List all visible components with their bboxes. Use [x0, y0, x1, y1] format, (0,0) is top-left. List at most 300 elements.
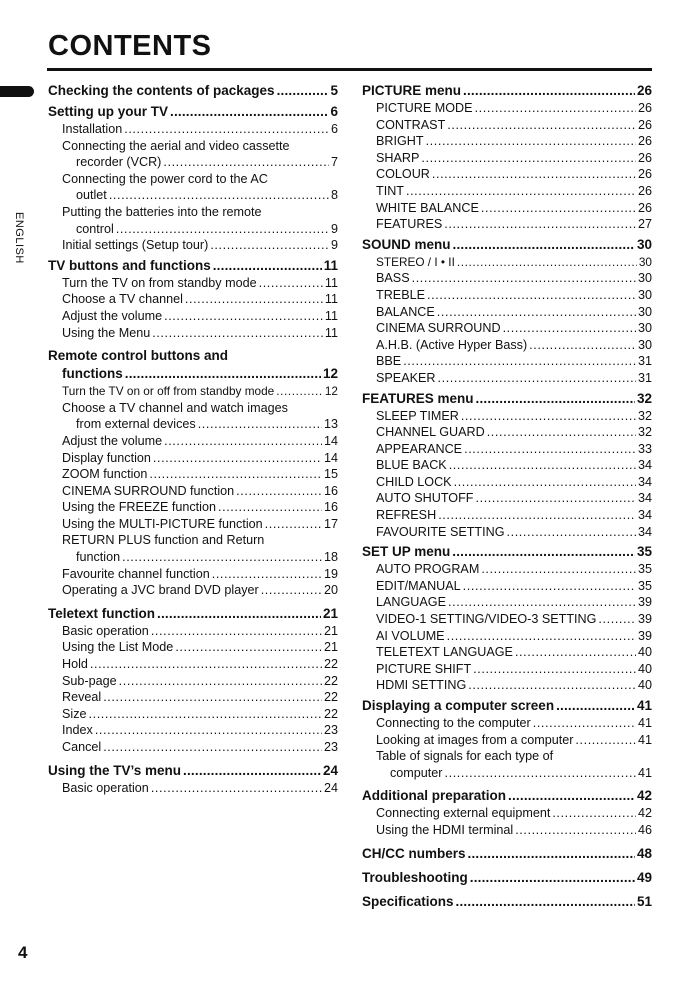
dot-leader — [103, 739, 322, 756]
dot-leader — [185, 291, 323, 308]
toc-subsection-entry — [362, 594, 652, 611]
toc-entry-title: TREBLE — [376, 287, 425, 302]
dot-leader — [575, 732, 636, 749]
dot-leader — [432, 166, 636, 183]
toc-entry-title: Sub-page — [62, 673, 117, 688]
toc-page-number: 5 — [330, 83, 338, 98]
toc-entry-title: Table of signals for each type of — [376, 749, 554, 764]
toc-page-number: 30 — [637, 287, 652, 302]
toc-subsection-entry — [48, 204, 338, 237]
toc-page-number: 41 — [637, 765, 652, 780]
toc-section-entry — [48, 257, 338, 275]
toc-subsection-entry — [48, 291, 338, 308]
toc-section-entry — [362, 845, 652, 863]
toc-entry-title: TINT — [376, 183, 404, 198]
dot-leader — [265, 516, 322, 533]
toc-entry-title: Additional preparation — [362, 788, 507, 804]
dot-leader — [476, 390, 635, 408]
dot-leader — [95, 722, 322, 739]
toc-subsection-entry — [362, 304, 652, 321]
toc-page-number: 34 — [637, 524, 652, 539]
toc-page-number: 34 — [637, 458, 652, 473]
dot-leader — [515, 822, 636, 839]
toc-column-right — [362, 82, 652, 911]
toc-subsection-entry — [362, 805, 652, 822]
toc-page-number: 49 — [636, 869, 652, 885]
toc-subsection-entry — [362, 117, 652, 134]
toc-page-number: 32 — [637, 425, 652, 440]
toc-entry-title: Hold — [62, 657, 88, 672]
toc-subsection-entry — [362, 100, 652, 117]
toc-entry-title: BALANCE — [376, 304, 435, 319]
toc-section-entry — [362, 236, 652, 254]
toc-entry-title: control — [76, 221, 114, 236]
toc-subsection-entry — [48, 722, 338, 739]
page-number: 4 — [18, 943, 28, 962]
toc-subsection-entry — [362, 524, 652, 541]
toc-entry-title: Setting up your TV — [48, 104, 168, 119]
toc-entry-title: FEATURES menu — [362, 390, 474, 406]
page-title: CONTENTS — [48, 30, 212, 62]
toc-entry-title: Reveal — [62, 690, 102, 705]
toc-section-entry — [48, 605, 338, 623]
dot-leader — [218, 499, 322, 516]
dot-leader — [457, 254, 637, 271]
toc-subsection-entry — [48, 325, 338, 342]
dot-leader — [90, 656, 322, 673]
toc-entry-title: TV buttons and functions — [48, 257, 211, 273]
toc-entry-title: CH/CC numbers — [362, 845, 466, 861]
toc-entry-title: BLUE BACK — [376, 458, 447, 473]
toc-subsection-entry — [362, 408, 652, 425]
dot-leader — [198, 416, 322, 433]
dot-leader — [259, 275, 323, 292]
toc-page-number: 16 — [323, 483, 338, 498]
toc-page-number: 31 — [637, 354, 652, 369]
toc-entry-title: Index — [62, 723, 93, 738]
toc-page-number: 40 — [637, 661, 652, 676]
toc-section-entry — [48, 103, 338, 121]
toc-entry-title: SLEEP TIMER — [376, 408, 459, 423]
toc-page-number: 13 — [323, 417, 338, 432]
toc-page-number: 14 — [323, 433, 338, 448]
dot-leader — [598, 611, 636, 628]
toc-page-number: 39 — [637, 628, 652, 643]
toc-entry-title: VIDEO-1 SETTING/VIDEO-3 SETTING — [376, 612, 597, 627]
toc-section-entry — [362, 787, 652, 805]
toc-entry-title: Checking the contents of packages — [48, 83, 275, 98]
toc-subsection-entry — [48, 706, 338, 723]
toc-page-number: 17 — [323, 516, 338, 531]
toc-subsection-entry — [48, 308, 338, 325]
toc-page-number: 20 — [323, 583, 338, 598]
toc-section-entry — [48, 762, 338, 780]
toc-page-number: 39 — [637, 612, 652, 627]
toc-section-entry — [362, 390, 652, 408]
toc-page-number: 33 — [637, 441, 652, 456]
toc-subsection-entry — [362, 628, 652, 645]
dot-leader — [445, 765, 636, 782]
toc-entry-title: computer — [390, 765, 443, 780]
dot-leader — [487, 424, 636, 441]
toc-subsection-entry — [48, 483, 338, 500]
toc-page-number: 30 — [637, 304, 652, 319]
toc-page-number: 11 — [323, 257, 338, 273]
toc-entry-title: FAVOURITE SETTING — [376, 524, 505, 539]
toc-subsection-entry — [362, 732, 652, 749]
toc-entry-title: APPEARANCE — [376, 441, 463, 456]
dot-leader — [152, 325, 323, 342]
toc-subsection-entry — [48, 383, 338, 400]
toc-entry-title: RETURN PLUS function and Return — [62, 533, 265, 548]
toc-page-number: 23 — [323, 740, 338, 754]
dot-leader — [124, 121, 329, 138]
toc-entry-title: Displaying a computer screen — [362, 698, 555, 713]
toc-page-number: 34 — [637, 508, 652, 523]
toc-subsection-entry — [362, 150, 652, 167]
dot-leader — [236, 483, 322, 500]
toc-page-number: 22 — [323, 673, 338, 688]
toc-entry-title: Remote control buttons and — [48, 348, 228, 364]
dot-leader — [444, 216, 636, 233]
dot-leader — [507, 524, 636, 541]
toc-subsection-entry — [48, 639, 338, 656]
toc-entry-title: Adjust the volume — [62, 308, 163, 323]
side-language-label: ENGLISH — [13, 212, 25, 264]
toc-entry-title: AI VOLUME — [376, 628, 445, 643]
toc-subsection-entry — [362, 320, 652, 337]
toc-entry-title: TELETEXT LANGUAGE — [376, 645, 513, 660]
toc-subsection-entry — [362, 353, 652, 370]
dot-leader — [212, 566, 322, 583]
toc-subsection-entry — [48, 623, 338, 640]
toc-subsection-entry — [362, 166, 652, 183]
toc-entry-title: Turn the TV on from standby mode — [62, 275, 257, 290]
toc-entry-title: Choose a TV channel and watch images — [62, 400, 288, 415]
toc-entry-title: CHANNEL GUARD — [376, 425, 485, 440]
toc-page-number: 30 — [637, 271, 652, 286]
toc-subsection-entry — [48, 400, 338, 433]
dot-leader — [515, 644, 636, 661]
title-rule — [47, 68, 652, 71]
dot-leader — [461, 408, 636, 425]
toc-subsection-entry — [48, 582, 338, 599]
toc-entry-title: LANGUAGE — [376, 595, 446, 610]
toc-subsection-entry — [48, 656, 338, 673]
toc-entry-title: FEATURES — [376, 217, 443, 232]
toc-subsection-entry — [362, 200, 652, 217]
toc-page-number: 22 — [323, 706, 338, 721]
toc-subsection-entry — [362, 490, 652, 507]
dot-leader — [277, 82, 329, 100]
toc-section-entry — [362, 543, 652, 561]
toc-page-number: 30 — [637, 337, 652, 352]
dot-leader — [468, 845, 635, 863]
toc-page-number: 24 — [323, 780, 338, 795]
dot-leader — [481, 561, 636, 578]
toc-subsection-entry — [362, 457, 652, 474]
toc-entry-title: AUTO PROGRAM — [376, 562, 480, 577]
toc-page-number: 21 — [322, 605, 338, 621]
dot-leader — [183, 762, 321, 780]
toc-subsection-entry — [362, 661, 652, 678]
toc-page-number: 11 — [324, 325, 338, 340]
toc-page-number: 12 — [322, 366, 338, 382]
toc-section-entry — [48, 347, 338, 383]
toc-subsection-entry — [362, 644, 652, 661]
toc-subsection-entry — [362, 183, 652, 200]
dot-leader — [508, 787, 635, 805]
dot-leader — [503, 320, 636, 337]
toc-section-entry — [362, 893, 652, 911]
toc-subsection-entry — [48, 516, 338, 533]
toc-subsection-entry — [48, 121, 338, 138]
toc-page-number: 23 — [323, 723, 338, 738]
dot-leader — [421, 150, 636, 167]
dot-leader — [533, 715, 636, 732]
toc-entry-title: SOUND menu — [362, 236, 451, 252]
toc-subsection-entry — [48, 780, 338, 797]
toc-subsection-entry — [362, 474, 652, 491]
toc-entry-title: Initial settings (Setup tour) — [62, 238, 209, 253]
toc-subsection-entry — [362, 611, 652, 628]
toc-subsection-entry — [362, 216, 652, 233]
toc-subsection-entry — [362, 677, 652, 694]
toc-page-number: 19 — [323, 566, 338, 581]
toc-page-number: 41 — [637, 732, 652, 747]
dot-leader — [170, 103, 328, 121]
toc-entry-title: Display function — [62, 450, 151, 465]
toc-page-number: 42 — [637, 806, 652, 821]
toc-subsection-entry — [48, 689, 338, 706]
dot-leader — [261, 582, 322, 599]
toc-entry-title: Using the FREEZE function — [62, 500, 216, 515]
toc-subsection-entry — [48, 566, 338, 583]
dot-leader — [213, 257, 322, 275]
toc-section-entry — [48, 82, 338, 100]
toc-entry-title: Operating a JVC brand DVD player — [62, 583, 259, 598]
toc-page-number: 26 — [637, 167, 652, 182]
toc-entry-title: Teletext function — [48, 605, 156, 621]
dot-leader — [164, 433, 322, 450]
toc-section-entry — [362, 82, 652, 100]
toc-entry-title: Size — [62, 706, 87, 721]
dot-leader — [119, 673, 322, 690]
toc-page-number: 21 — [323, 623, 338, 638]
toc-entry-title: BBE — [376, 354, 402, 369]
dot-leader — [452, 543, 635, 561]
toc-column-left — [48, 82, 338, 796]
toc-section-entry — [362, 697, 652, 715]
dot-leader — [151, 623, 322, 640]
toc-page-number: 39 — [637, 595, 652, 610]
toc-entry-title: Using the HDMI terminal — [376, 822, 514, 837]
toc-subsection-entry — [48, 466, 338, 483]
toc-entry-title: Connecting the power cord to the AC — [62, 171, 268, 186]
toc-entry-title: CINEMA SURROUND function — [62, 483, 235, 498]
toc-page-number: 41 — [636, 698, 652, 713]
toc-subsection-entry — [48, 673, 338, 690]
toc-page-number: 35 — [637, 578, 652, 593]
toc-page-number: 21 — [323, 640, 338, 655]
toc-page-number: 34 — [637, 491, 652, 506]
toc-subsection-entry — [362, 507, 652, 524]
dot-leader — [276, 383, 323, 400]
toc-section-entry — [362, 869, 652, 887]
dot-leader — [157, 605, 321, 623]
toc-subsection-entry — [48, 275, 338, 292]
toc-subsection-entry — [362, 578, 652, 595]
toc-entry-title: Installation — [62, 122, 123, 136]
toc-subsection-entry — [362, 748, 652, 781]
toc-page-number: 30 — [638, 254, 652, 269]
toc-subsection-entry — [362, 561, 652, 578]
toc-subsection-entry — [48, 532, 338, 565]
toc-entry-title: CINEMA SURROUND — [376, 321, 501, 336]
dot-leader — [412, 270, 636, 287]
toc-entry-title: COLOUR — [376, 167, 430, 182]
dot-leader — [175, 639, 322, 656]
toc-page-number: 32 — [636, 390, 652, 406]
toc-page-number: 15 — [323, 467, 338, 482]
toc-page-number: 42 — [636, 788, 652, 804]
toc-page-number: 31 — [637, 370, 652, 385]
toc-entry-title: CONTRAST — [376, 117, 446, 132]
toc-subsection-entry — [362, 424, 652, 441]
toc-page-number: 22 — [323, 657, 338, 672]
toc-subsection-entry — [362, 287, 652, 304]
dot-leader — [448, 594, 636, 611]
toc-page-number: 26 — [637, 134, 652, 149]
toc-entry-title: Specifications — [362, 893, 454, 909]
toc-entry-title: HDMI SETTING — [376, 678, 467, 693]
dot-leader — [556, 697, 635, 715]
dot-leader — [481, 200, 636, 217]
dot-leader — [475, 100, 636, 117]
toc-entry-title: CHILD LOCK — [376, 474, 452, 489]
dot-leader — [438, 507, 636, 524]
toc-page-number: 11 — [324, 308, 338, 323]
toc-page-number: 30 — [636, 236, 652, 252]
toc-page-number: 22 — [323, 690, 338, 705]
toc-page-number: 7 — [330, 155, 338, 170]
toc-entry-title: Adjust the volume — [62, 433, 163, 448]
dot-leader — [449, 457, 636, 474]
toc-subsection-entry — [48, 171, 338, 204]
toc-subsection-entry — [362, 254, 652, 271]
toc-subsection-entry — [362, 337, 652, 354]
dot-leader — [476, 490, 636, 507]
dot-leader — [463, 82, 635, 100]
toc-entry-title: BRIGHT — [376, 134, 424, 149]
dot-leader — [470, 869, 635, 887]
language-tab-marker — [0, 86, 34, 97]
toc-page-number: 14 — [323, 450, 338, 465]
toc-entry-title: STEREO / I • II — [376, 254, 455, 269]
toc-page-number: 40 — [637, 645, 652, 660]
toc-page-number: 26 — [636, 83, 652, 98]
toc-entry-title: ZOOM function — [62, 467, 148, 482]
dot-leader — [427, 287, 636, 304]
toc-page-number: 24 — [322, 762, 338, 778]
toc-entry-title: WHITE BALANCE — [376, 200, 479, 215]
toc-entry-title: Connecting the aerial and video cassette — [62, 138, 290, 153]
dot-leader — [529, 337, 636, 354]
dot-leader — [468, 677, 636, 694]
toc-subsection-entry — [362, 370, 652, 387]
toc-subsection-entry — [48, 450, 338, 467]
dot-leader — [89, 706, 322, 723]
toc-page-number: 26 — [637, 150, 652, 165]
toc-page-number: 41 — [637, 716, 652, 730]
dot-leader — [454, 474, 636, 491]
toc-entry-title: Troubleshooting — [362, 869, 468, 885]
dot-leader — [437, 304, 636, 321]
toc-entry-title: AUTO SHUTOFF — [376, 491, 474, 506]
toc-entry-title: SET UP menu — [362, 544, 451, 560]
toc-page-number: 6 — [330, 122, 338, 136]
dot-leader — [473, 661, 636, 678]
toc-page-number: 6 — [330, 104, 338, 119]
dot-leader — [438, 370, 636, 387]
toc-page-number: 35 — [637, 562, 652, 577]
toc-entry-title: Connecting to the computer — [376, 716, 531, 730]
toc-page-number: 8 — [330, 188, 338, 203]
toc-entry-title: Putting the batteries into the remote — [62, 204, 262, 219]
toc-page-number: 30 — [637, 321, 652, 336]
toc-page-number: 35 — [636, 544, 652, 560]
toc-entry-title: recorder (VCR) — [76, 155, 162, 170]
dot-leader — [447, 117, 636, 134]
toc-entry-title: REFRESH — [376, 508, 437, 523]
toc-entry-title: Basic operation — [62, 623, 149, 638]
dot-leader — [463, 578, 636, 595]
toc-page-number: 26 — [637, 117, 652, 132]
dot-leader — [456, 893, 635, 911]
toc-entry-title: Favourite channel function — [62, 566, 210, 581]
dot-leader — [453, 236, 635, 254]
toc-entry-title: Cancel — [62, 740, 102, 754]
toc-entry-title: Using the MULTI-PICTURE function — [62, 516, 263, 531]
toc-page-number: 18 — [323, 550, 338, 565]
dot-leader — [210, 237, 329, 254]
toc-page-number: 9 — [330, 221, 338, 236]
toc-subsection-entry — [48, 138, 338, 171]
toc-entry-title: PICTURE menu — [362, 83, 462, 98]
dot-leader — [164, 308, 323, 325]
toc-entry-title: BASS — [376, 271, 410, 286]
toc-entry-title: Choose a TV channel — [62, 292, 183, 307]
dot-leader — [103, 689, 322, 706]
toc-entry-title: Using the Menu — [62, 325, 151, 340]
dot-leader — [406, 183, 636, 200]
toc-page-number: 32 — [637, 408, 652, 423]
toc-entry-title: Using the TV’s menu — [48, 762, 182, 778]
toc-page-number: 51 — [636, 893, 652, 909]
toc-entry-title: outlet — [76, 188, 107, 203]
toc-page-number: 34 — [637, 474, 652, 489]
dot-leader — [151, 780, 322, 797]
toc-page-number: 48 — [636, 845, 652, 861]
toc-entry-title: from external devices — [76, 417, 196, 432]
toc-page-number: 12 — [324, 384, 338, 399]
toc-entry-title: EDIT/MANUAL — [376, 578, 461, 593]
toc-page-number: 26 — [637, 183, 652, 198]
dot-leader — [153, 450, 322, 467]
dot-leader — [163, 154, 329, 171]
toc-page-number: 26 — [637, 200, 652, 215]
toc-entry-title: Using the List Mode — [62, 640, 174, 655]
